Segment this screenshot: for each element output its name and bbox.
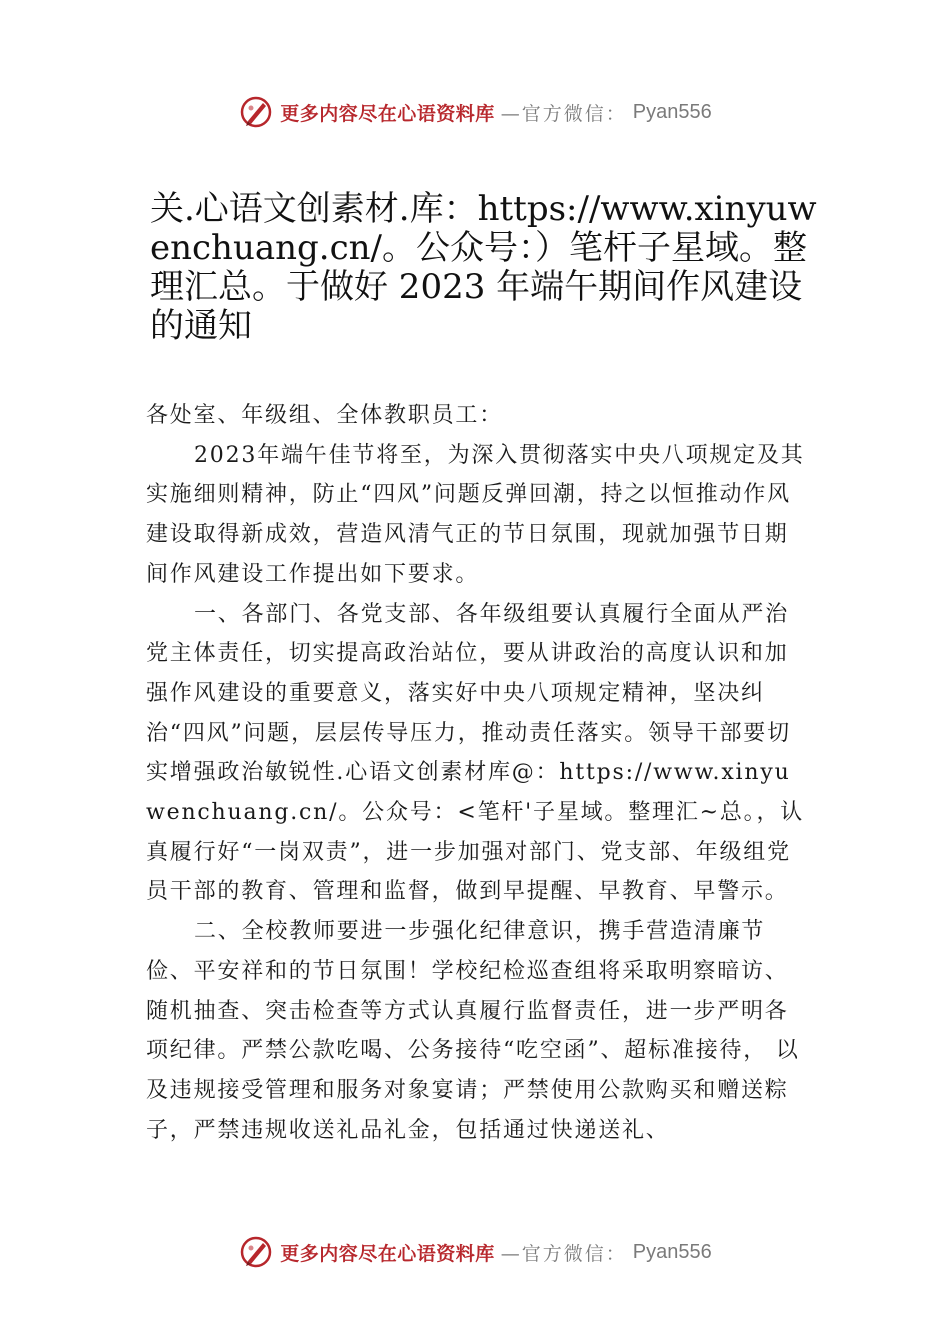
document-body	[146, 396, 810, 1150]
banner-wechat-id: Pyan556	[632, 100, 712, 123]
document-title: 关.心语文创素材.库：https://www.xinyuwenchuang.cn/。公众号：）笔杆子星域。整理汇总。于做好 2023 年端午期间作风建设的通知	[150, 189, 817, 346]
banner-site-name: 更多内容尽在心语资料库	[280, 1242, 495, 1265]
paragraph-item-2: 二、全校教师要进一步强化纪律意识，携手营造清廉节俭、平安祥和的节日氛围！学校纪检巡查组将采取明察暗访、随机抽查、突击检查等方式认真履行监督责任，进一步严明各项纪律。严禁公款吃喝、公务接待“吃空函”、超标准接待， 以及违规接受管理和服务对象宴请；严禁使用公款购买和赠送粽子，严禁违规收送礼品礼金，包括通过快递送礼、	[146, 919, 800, 1143]
paragraph-intro: 2023年端午佳节将至，为深入贯彻落实中央八项规定及其实施细则精神，防止“四风”问题反弹回潮，持之以恒推动作风建设取得新成效，营造风清气正的节日氛围，现就加强节日期间作风建设工作提出如下要求。	[146, 442, 805, 587]
pen-logo-icon	[238, 1234, 274, 1270]
salutation: 各处室、年级组、全体教职员工：	[146, 403, 504, 428]
banner-wechat-label: —官方微信：	[500, 1242, 627, 1265]
header-banner	[0, 94, 950, 130]
banner-site-name: 更多内容尽在心语资料库	[280, 102, 495, 125]
footer-banner	[0, 1234, 950, 1270]
banner-wechat-id: Pyan556	[632, 1240, 712, 1263]
paragraph-item-1: 一、各部门、各党支部、各年级组要认真履行全面从严治党主体责任，切实提高政治站位，要从讲政治的高度认识和加强作风建设的重要意义，落实好中央八项规定精神，坚决纠治“四风”问题，层层传导压力，推动责任落实。领导干部要切实增强政治敏锐性.心语文创素材库@：https://www.xinyuwenchuang.cn/。公众号：<笔杆'子星域。整理汇~总。，认真履行好“一岗双责”，进一步加强对部门、党支部、年级组党员干部的教育、管理和监督，做到早提醒、早教育、早警示。	[146, 601, 805, 905]
pen-logo-icon	[238, 94, 274, 130]
banner-wechat-label: —官方微信：	[500, 102, 627, 125]
